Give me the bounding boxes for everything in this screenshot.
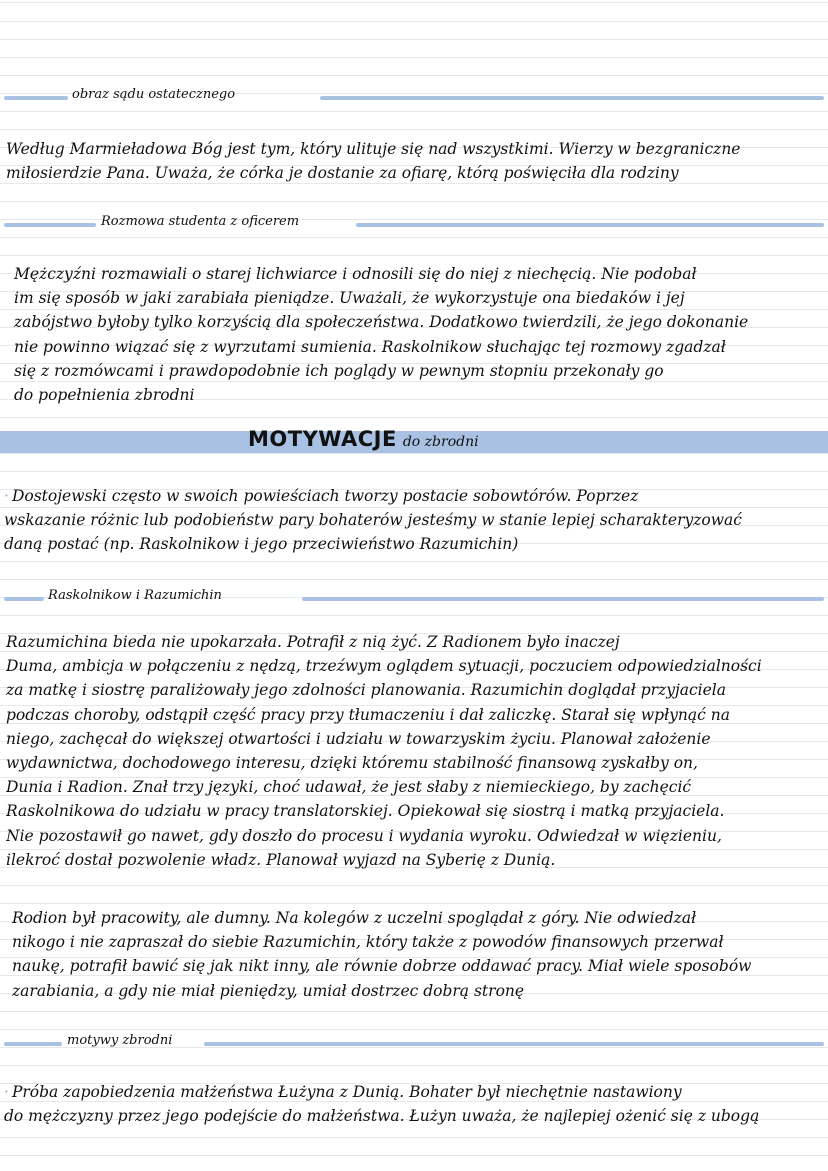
text-line: niego, zachęcał do większej otwartości i udziału w towarzyskim życiu. Planował założenie [6,729,711,748]
text-line: naukę, potrafił bawić się jak nikt inny, ale równie dobrze oddawać pracy. Miał wiele sposobów [12,957,752,976]
heading-bar-right [204,1042,824,1046]
text-line: zarabiania, a gdy nie miał pieniędzy, umiał dostrzec dobrą stronę [12,981,525,1000]
heading-bar-left [4,1042,62,1046]
text-line: Raskolnikowa do udziału w pracy translatorskiej. Opiekował się siostrą i matką przyjaciela. [6,802,725,821]
heading-label: obraz sądu ostatecznego [72,87,236,102]
text-line: Według Marmieładowa Bóg jest tym, który ulituje się nad wszystkimi. Wierzy w bezgraniczne [6,140,741,158]
text-line: Dostojewski często w swoich powieściach tworzy postacie sobowtórów. Poprzez [11,487,639,505]
heading-bar-left [4,223,96,227]
paragraph-rodion [12,906,824,1003]
text-line: Rodion był pracowity, ale dumny. Na kolegów z uczelni spoglądał z góry. Nie odwiedzał [12,909,697,927]
text-line: ilekroć dostał pozwolenie władz. Planował wyjazd na Syberię z Dunią. [6,850,556,869]
section-heading-last-judgment [0,87,828,109]
paragraph-marmeladov [6,137,824,185]
section-heading-motives [0,1033,828,1055]
heading-bar-right [356,223,824,227]
heading-label: motywy zbrodni [67,1033,173,1048]
text-line: się z rozmówcami i prawdopodobnie ich poglądy w pewnym stopniu przekonały go [14,361,664,380]
page-title [248,427,479,451]
paragraph-motives [4,1080,824,1128]
text-line: miłosierdzie Pana. Uważa, że córka je dostanie za ofiarę, którą poświęciła dla rodziny [6,164,679,183]
heading-bar-left [4,597,44,601]
text-line: wskazanie różnic lub podobieństw pary bohaterów jesteśmy w stanie lepiej scharakteryzować [4,511,742,530]
text-line: za matkę i siostrę paraliżowały jego zdolności planowania. Razumichin doglądał przyjaciela [6,681,727,700]
paragraph-doubles [4,484,824,557]
paragraph-razumikhin [6,630,824,872]
text-line: zabójstwo byłoby tylko korzyścią dla społeczeństwa. Dodatkowo twierdzili, że jego dokonanie [14,313,749,332]
title-sub: do zbrodni [402,434,479,450]
heading-bar-left [4,96,68,100]
heading-label: Raskolnikow i Razumichin [48,588,222,603]
text-line: wydawnictwa, dochodowego interesu, dzięki któremu stabilność finansową zyskałby on, [6,754,698,773]
text-line: podczas choroby, odstąpił część pracy przy tłumaczeniu i dał zaliczkę. Starał się wpłynąć na [6,705,730,724]
text-line: do mężczyzny przez jego podejście do małżeństwa. Łużyn uważa, że najlepiej ożenić się z ubogą [4,1107,760,1126]
text-line: Nie pozostawił go nawet, gdy doszło do procesu i wydania wyroku. Odwiedzał w więzieniu, [6,826,722,845]
text-line: Mężczyźni rozmawiali o starej lichwiarce i odnosili się do niej z niechęcią. Nie podobał [14,265,697,283]
heading-bar-right [320,96,824,100]
section-heading-conversation [0,214,828,236]
text-line: Dunia i Radion. Znał trzy języki, choć udawał, że jest słaby z niemieckiego, by zachęcić [6,778,692,797]
bullet-icon: · [4,487,9,505]
text-line: Próba zapobiedzenia małżeństwa Łużyna z Dunią. Bohater był niechętnie nastawiony [11,1083,682,1101]
text-line: Duma, ambicja w połączeniu z nędzą, trzeźwym oglądem sytuacji, poczuciem odpowiedzialności [6,657,762,676]
section-heading-raskolnikov-razumikhin [0,588,828,610]
text-line: nikogo i nie zapraszał do siebie Razumichin, który także z powodów finansowych przerwał [12,933,724,952]
text-line: Razumichina bieda nie upokarzała. Potrafił z nią żyć. Z Radionem było inaczej [6,633,620,651]
heading-bar-right [302,597,824,601]
heading-label: Rozmowa studenta z oficerem [101,214,300,229]
text-line: daną postać (np. Raskolnikow i jego przeciwieństwo Razumichin) [4,535,519,554]
title-main: MOTYWACJE [248,427,397,451]
text-line: nie powinno wiązać się z wyrzutami sumienia. Raskolnikow słuchając tej rozmowy zgadzał [14,337,726,356]
bullet-icon: · [4,1083,9,1101]
text-line: do popełnienia zbrodni [14,386,195,405]
paragraph-conversation [14,262,824,407]
text-line: im się sposób w jaki zarabiała pieniądze. Uważali, że wykorzystuje ona biedaków i jej [14,289,685,308]
